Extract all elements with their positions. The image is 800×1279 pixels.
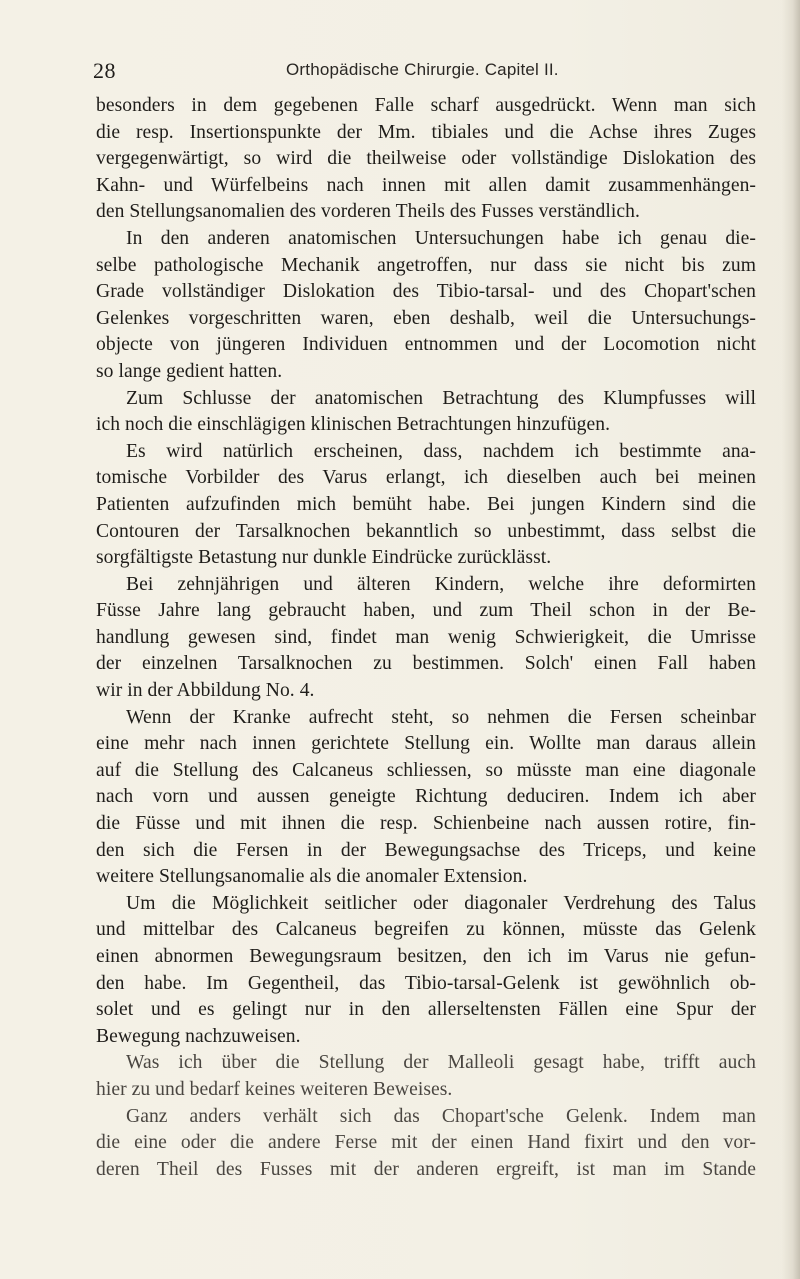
- text-line: die eine oder die andere Ferse mit der einen Hand fixirt und den vor-: [96, 1132, 756, 1154]
- text-line: Was ich über die Stellung der Malleoli gesagt habe, trifft auch: [126, 1052, 756, 1074]
- running-head: Orthopädische Chirurgie. Capitel II.: [286, 60, 559, 79]
- text-line: weitere Stellungsanomalie als die anomaler Extension.: [96, 866, 528, 888]
- text-line: der einzelnen Tarsalknochen zu bestimmen. Solch' einen Fall haben: [96, 653, 756, 675]
- text-line: objecte von jüngeren Individuen entnommen und der Locomotion nicht: [96, 334, 756, 356]
- text-line: nach vorn und aussen geneigte Richtung deduciren. Indem ich aber: [96, 786, 756, 808]
- text-line: Gelenkes vorgeschritten waren, eben deshalb, weil die Untersuchungs-: [96, 307, 756, 329]
- text-line: tomische Vorbilder des Varus erlangt, ich dieselben auch bei meinen: [96, 467, 756, 489]
- text-line: eine mehr nach innen gerichtete Stellung ein. Wollte man daraus allein: [96, 733, 756, 755]
- text-line: Grade vollständiger Dislokation des Tibio-tarsal- und des Chopart'schen: [96, 281, 756, 303]
- text-line: Wenn der Kranke aufrecht steht, so nehmen die Fersen scheinbar: [126, 706, 756, 728]
- text-line: Füsse Jahre lang gebraucht haben, und zum Theil schon in der Be-: [96, 600, 756, 622]
- page-edge-shadow: [782, 0, 800, 1279]
- text-line: Kahn- und Würfelbeins nach innen mit allen damit zusammenhängen-: [96, 174, 756, 196]
- text-line: handlung gewesen sind, findet man wenig Schwierigkeit, die Umrisse: [96, 626, 756, 648]
- text-line: vergegenwärtigt, so wird die theilweise oder vollständige Dislokation des: [96, 148, 756, 170]
- text-line: deren Theil des Fusses mit der anderen ergreift, ist man im Stande: [96, 1158, 756, 1180]
- text-line: Es wird natürlich erscheinen, dass, nachdem ich bestimmte ana-: [126, 440, 756, 462]
- text-line: die resp. Insertionspunkte der Mm. tibiales und die Achse ihres Zuges: [96, 121, 756, 143]
- text-line: den Stellungsanomalien des vorderen Theils des Fusses verständlich.: [96, 201, 640, 223]
- text-line: auf die Stellung des Calcaneus schliessen, so müsste man eine diagonale: [96, 759, 756, 781]
- text-line: Bei zehnjährigen und älteren Kindern, welche ihre deformirten: [126, 573, 756, 595]
- text-line: wir in der Abbildung No. 4.: [96, 680, 315, 702]
- text-line: den sich die Fersen in der Bewegungsachse des Triceps, und keine: [96, 839, 756, 861]
- page-number: 28: [93, 58, 116, 83]
- text-line: Bewegung nachzuweisen.: [96, 1025, 301, 1047]
- text-line: ich noch die einschlägigen klinischen Betrachtungen hinzufügen.: [96, 414, 611, 436]
- text-line: solet und es gelingt nur in den allerseltensten Fällen eine Spur der: [96, 999, 756, 1021]
- text-line: Patienten aufzufinden mich bemüht habe. Bei jungen Kindern sind die: [96, 493, 756, 515]
- text-line: den habe. Im Gegentheil, das Tibio-tarsal-Gelenk ist gewöhnlich ob-: [96, 972, 756, 994]
- text-line: Contouren der Tarsalknochen bekanntlich so unbestimmt, dass selbst die: [96, 520, 756, 542]
- text-line: sorgfältigste Betastung nur dunkle Eindrücke zurücklässt.: [96, 547, 552, 569]
- text-line: selbe pathologische Mechanik angetroffen, nur dass sie nicht bis zum: [96, 254, 756, 276]
- text-line: und mittelbar des Calcaneus begreifen zu können, müsste das Gelenk: [96, 919, 756, 941]
- text-line: Um die Möglichkeit seitlicher oder diagonaler Verdrehung des Talus: [126, 892, 756, 914]
- text-line: Zum Schlusse der anatomischen Betrachtung des Klumpfusses will: [126, 387, 756, 409]
- text-line: einen abnormen Bewegungsraum besitzen, den ich im Varus nie gefun-: [96, 946, 756, 967]
- text-line: hier zu und bedarf keines weiteren Beweises.: [96, 1078, 453, 1100]
- text-line: die Füsse und mit ihnen die resp. Schienbeine nach aussen rotire, fin-: [96, 813, 756, 835]
- text-line: so lange gedient hatten.: [96, 360, 283, 382]
- text-line: besonders in dem gegebenen Falle scharf ausgedrückt. Wenn man sich: [96, 95, 756, 116]
- body-text: [96, 93, 756, 1183]
- page-header: [93, 58, 753, 82]
- text-line: In den anderen anatomischen Untersuchungen habe ich genau die-: [126, 227, 756, 249]
- text-line: Ganz anders verhält sich das Chopart'sche Gelenk. Indem man: [126, 1105, 756, 1127]
